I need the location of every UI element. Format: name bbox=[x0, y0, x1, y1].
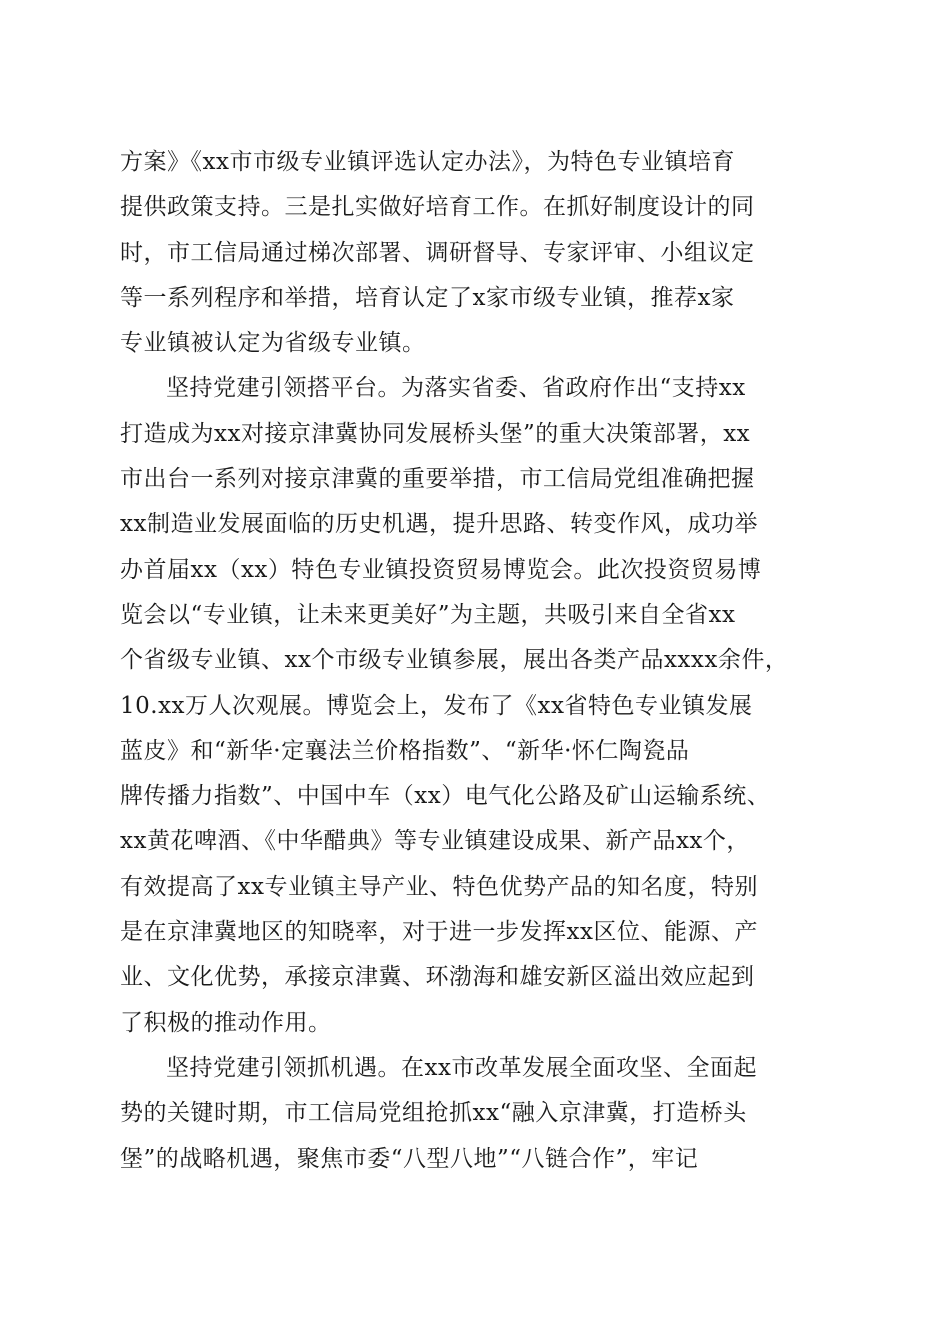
text-line: 览会以“专业镇，让未来更美好”为主题，共吸引来自全省xx bbox=[120, 601, 736, 628]
text-line: 是在京津冀地区的知晓率，对于进一步发挥xx区位、能源、产 bbox=[120, 919, 758, 946]
text-line: 专业镇被认定为省级专业镇。 bbox=[120, 330, 426, 357]
text-line: 了积极的推动作用。 bbox=[120, 1009, 332, 1036]
text-line: 个省级专业镇、xx个市级专业镇参展，展出各类产品xxxx余件， bbox=[120, 647, 789, 674]
text-line: 势的关键时期，市工信局党组抢抓xx“融入京津冀，打造桥头 bbox=[120, 1100, 747, 1127]
text-line: 提供政策支持。三是扎实做好培育工作。在抓好制度设计的同 bbox=[120, 194, 755, 221]
text-line: 业、文化优势，承接京津冀、环渤海和雄安新区溢出效应起到 bbox=[120, 964, 755, 991]
text-line: 牌传播力指数”、中国中车（xx）电气化公路及矿山运输系统、 bbox=[120, 783, 771, 810]
text-line: 时，市工信局通过梯次部署、调研督导、专家评审、小组议定 bbox=[120, 239, 755, 266]
text-line: 蓝皮》和“新华·定襄法兰价格指数”、“新华·怀仁陶瓷品 bbox=[120, 737, 690, 764]
text-line: 10.xx万人次观展。博览会上，发布了《xx省特色专业镇发展 bbox=[120, 692, 753, 719]
text-line: 方案》《xx市市级专业镇评选认定办法》，为特色专业镇培育 bbox=[120, 149, 735, 175]
text-line: 办首届xx（xx）特色专业镇投资贸易博览会。此次投资贸易博 bbox=[120, 556, 762, 583]
text-line: 等一系列程序和举措，培育认定了x家市级专业镇，推荐x家 bbox=[120, 284, 735, 311]
paragraph-start-line: 坚持党建引领抓机遇。在xx市改革发展全面攻坚、全面起 bbox=[166, 1054, 757, 1081]
text-line: 堡”的战略机遇，聚焦市委“八型八地”“八链合作”，牢记 bbox=[120, 1145, 699, 1172]
text-line: 打造成为xx对接京津冀协同发展桥头堡”的重大决策部署，xx bbox=[120, 420, 751, 447]
text-line: xx制造业发展面临的历史机遇，提升思路、转变作风，成功举 bbox=[120, 511, 758, 538]
text-line: xx黄花啤酒、《中华醋典》等专业镇建设成果、新产品xx个， bbox=[120, 828, 750, 855]
body-text bbox=[120, 140, 850, 1182]
paragraph-start-line: 坚持党建引领搭平台。为落实省委、省政府作出“支持xx bbox=[166, 375, 746, 402]
text-line: 市出台一系列对接京津冀的重要举措，市工信局党组准确把握 bbox=[120, 466, 755, 493]
text-line: 有效提高了xx专业镇主导产业、特色优势产品的知名度，特别 bbox=[120, 873, 758, 900]
